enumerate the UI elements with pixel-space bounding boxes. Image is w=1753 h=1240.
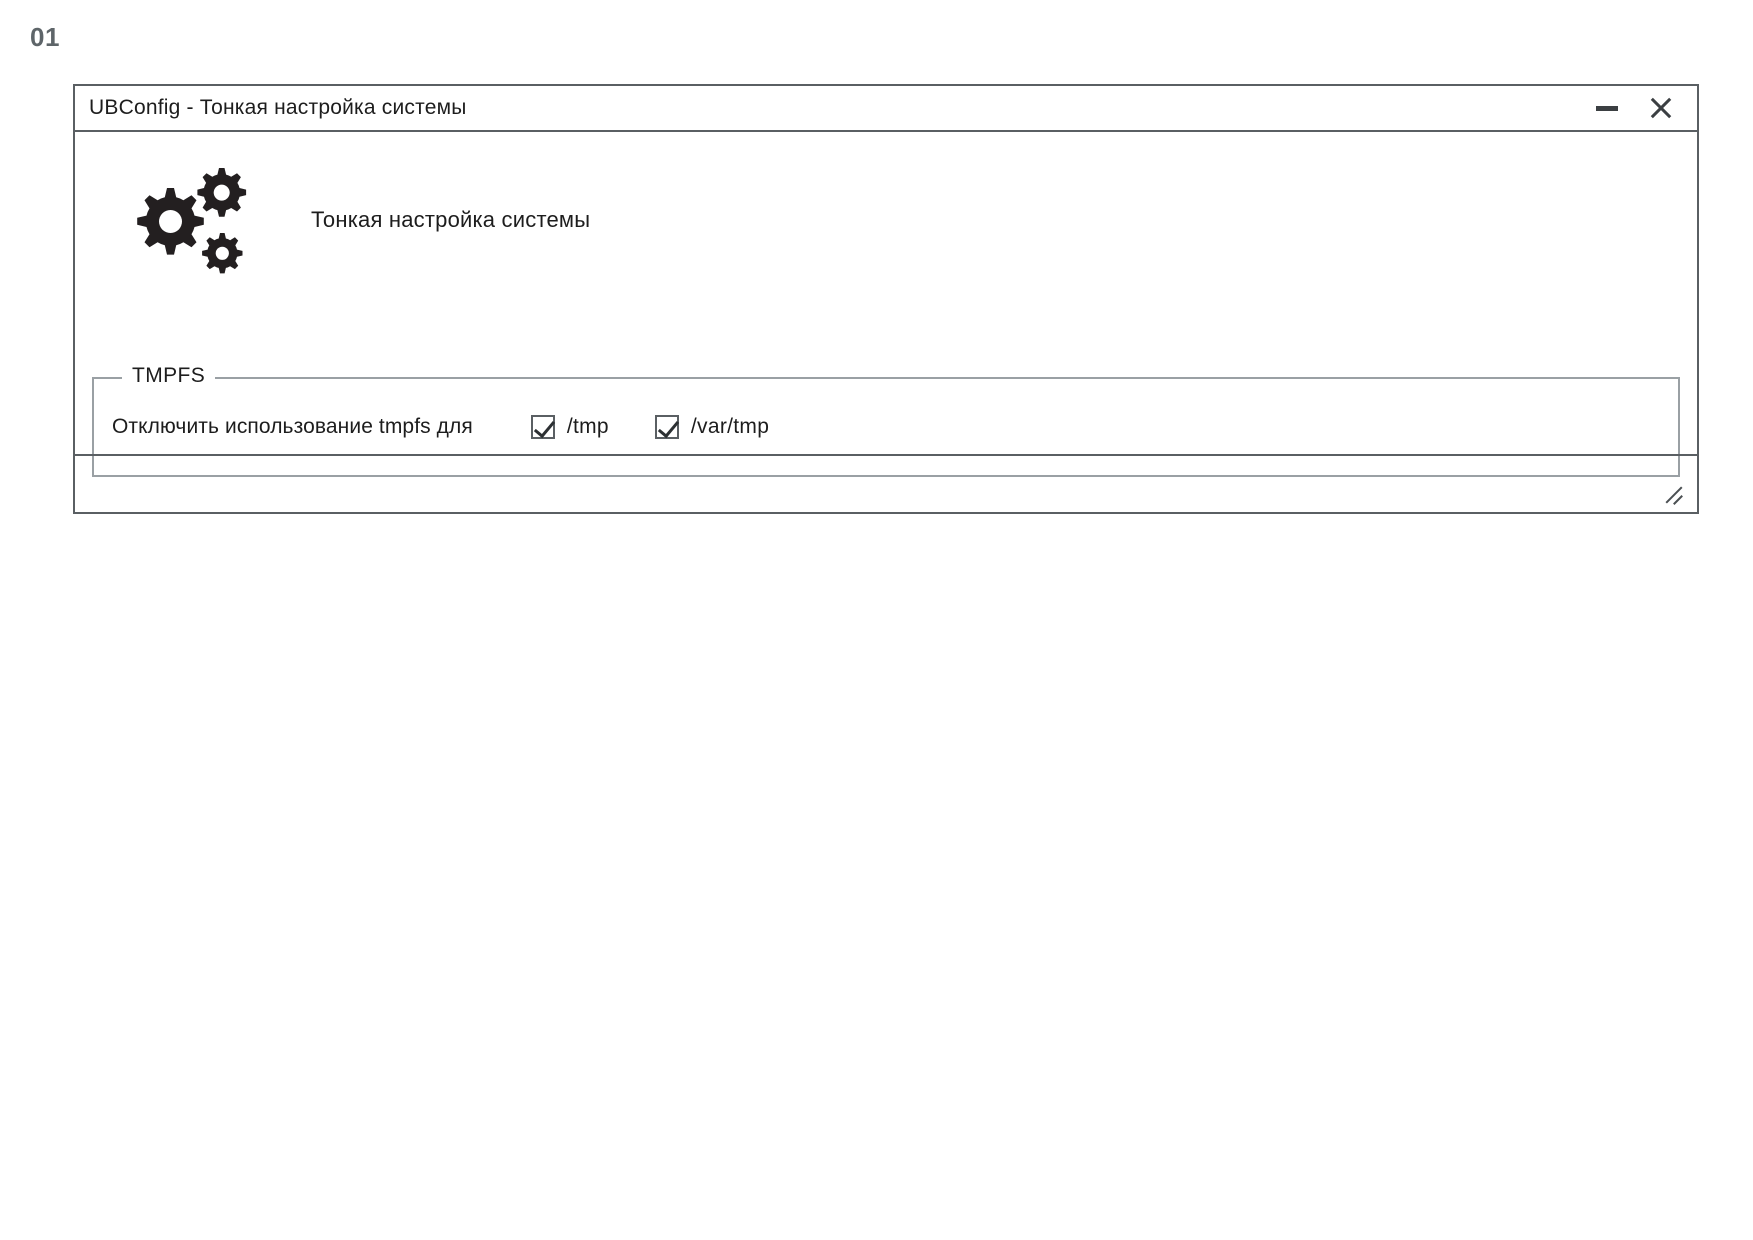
- header-label: Тонкая настройка системы: [311, 207, 591, 232]
- checkbox-var-tmp-label: /var/tmp: [690, 415, 770, 438]
- gears-icon: [121, 160, 251, 280]
- resize-grip-icon[interactable]: [1659, 476, 1685, 502]
- ubconfig-window: [73, 84, 1699, 514]
- close-icon: [1649, 96, 1673, 120]
- checkbox-tmp-label: /tmp: [566, 415, 609, 438]
- window-titlebar: [75, 86, 1697, 132]
- window-title: UBConfig - Тонкая настройка системы: [89, 96, 467, 119]
- page-number: 01: [30, 22, 60, 52]
- checkbox-tmp-box[interactable]: [531, 415, 555, 439]
- minimize-icon: [1596, 106, 1618, 111]
- checkbox-var-tmp-box[interactable]: [655, 415, 679, 439]
- tmpfs-description: Отключить использование tmpfs для: [112, 415, 473, 438]
- checkbox-var-tmp[interactable]: [655, 415, 769, 439]
- header-row: [75, 132, 1697, 282]
- window-statusbar: [75, 454, 1697, 512]
- tmpfs-group-legend: TMPFS: [122, 364, 215, 388]
- minimize-button[interactable]: [1585, 88, 1629, 128]
- close-button[interactable]: [1639, 88, 1683, 128]
- window-body: [75, 132, 1697, 512]
- checkbox-tmp[interactable]: [531, 415, 609, 439]
